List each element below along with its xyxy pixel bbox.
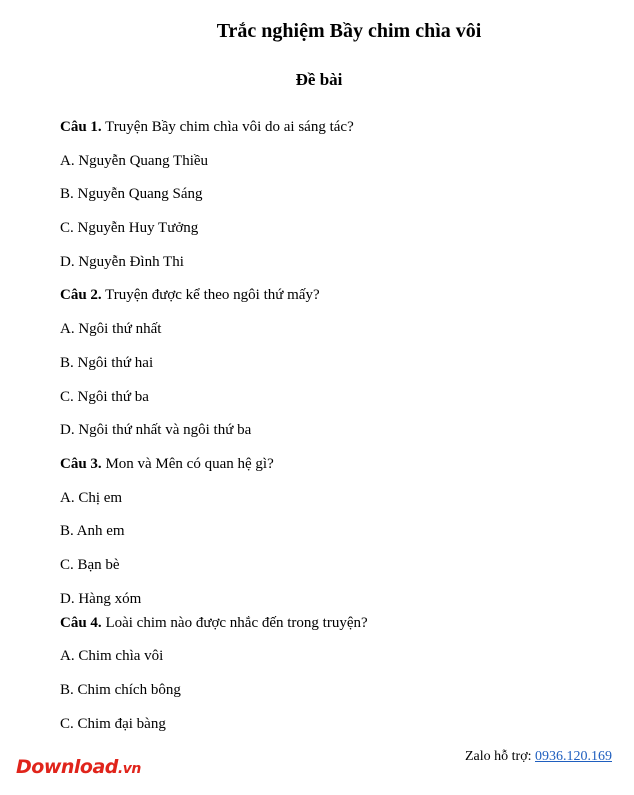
question-text: Mon và Mên có quan hệ gì? [101, 455, 274, 472]
answer-option: A. Nguyễn Quang Thiều [60, 152, 209, 169]
answer-option: A. Chim chìa vôi [60, 648, 164, 665]
answer-option: C. Ngôi thứ ba [60, 388, 149, 405]
question-3 [60, 454, 620, 474]
answer-option: C. Nguyễn Huy Tưởng [60, 220, 199, 237]
answer-option: C. Bạn bè [60, 556, 120, 573]
answer-option: B. Nguyễn Quang Sáng [60, 186, 203, 203]
question-number: Câu 4. [60, 614, 102, 631]
question-number: Câu 3. [60, 455, 102, 472]
answer-option: D. Nguyễn Đình Thi [60, 253, 184, 270]
answer-option: A. Ngôi thứ nhất [60, 321, 162, 338]
download-vn-logo[interactable] [16, 756, 141, 778]
support-phone-link[interactable]: 0936.120.169 [535, 749, 612, 764]
logo-wordmark: Download [16, 756, 118, 778]
document-subtitle: Đề bài [295, 70, 343, 89]
question-1 [60, 117, 620, 137]
question-text: Loài chim nào được nhắc đến trong truyện? [101, 614, 368, 631]
answer-option: B. Ngôi thứ hai [60, 354, 154, 371]
answer-option: D. Hàng xóm [60, 590, 142, 607]
question-4 [60, 613, 620, 633]
quiz-list [60, 117, 620, 747]
answer-option: A. Chị em [60, 489, 123, 506]
document-title: Trắc nghiệm Bầy chim chìa vôi [216, 20, 482, 42]
answer-option: D. Ngôi thứ nhất và ngôi thứ ba [60, 422, 252, 439]
question-number: Câu 2. [60, 287, 102, 304]
logo-domain: .vn [117, 761, 141, 777]
support-contact [465, 749, 612, 765]
answer-option: B. Anh em [60, 523, 125, 540]
question-text: Truyện Bầy chim chìa vôi do ai sáng tác? [101, 119, 354, 135]
question-number: Câu 1. [60, 119, 102, 135]
answer-option: B. Chim chích bông [60, 682, 181, 698]
question-text: Truyện được kể theo ngôi thứ mấy? [101, 287, 320, 304]
support-label: Zalo hỗ trợ: [465, 749, 535, 764]
question-2 [60, 285, 620, 305]
answer-option: C. Chim đại bàng [60, 715, 166, 732]
